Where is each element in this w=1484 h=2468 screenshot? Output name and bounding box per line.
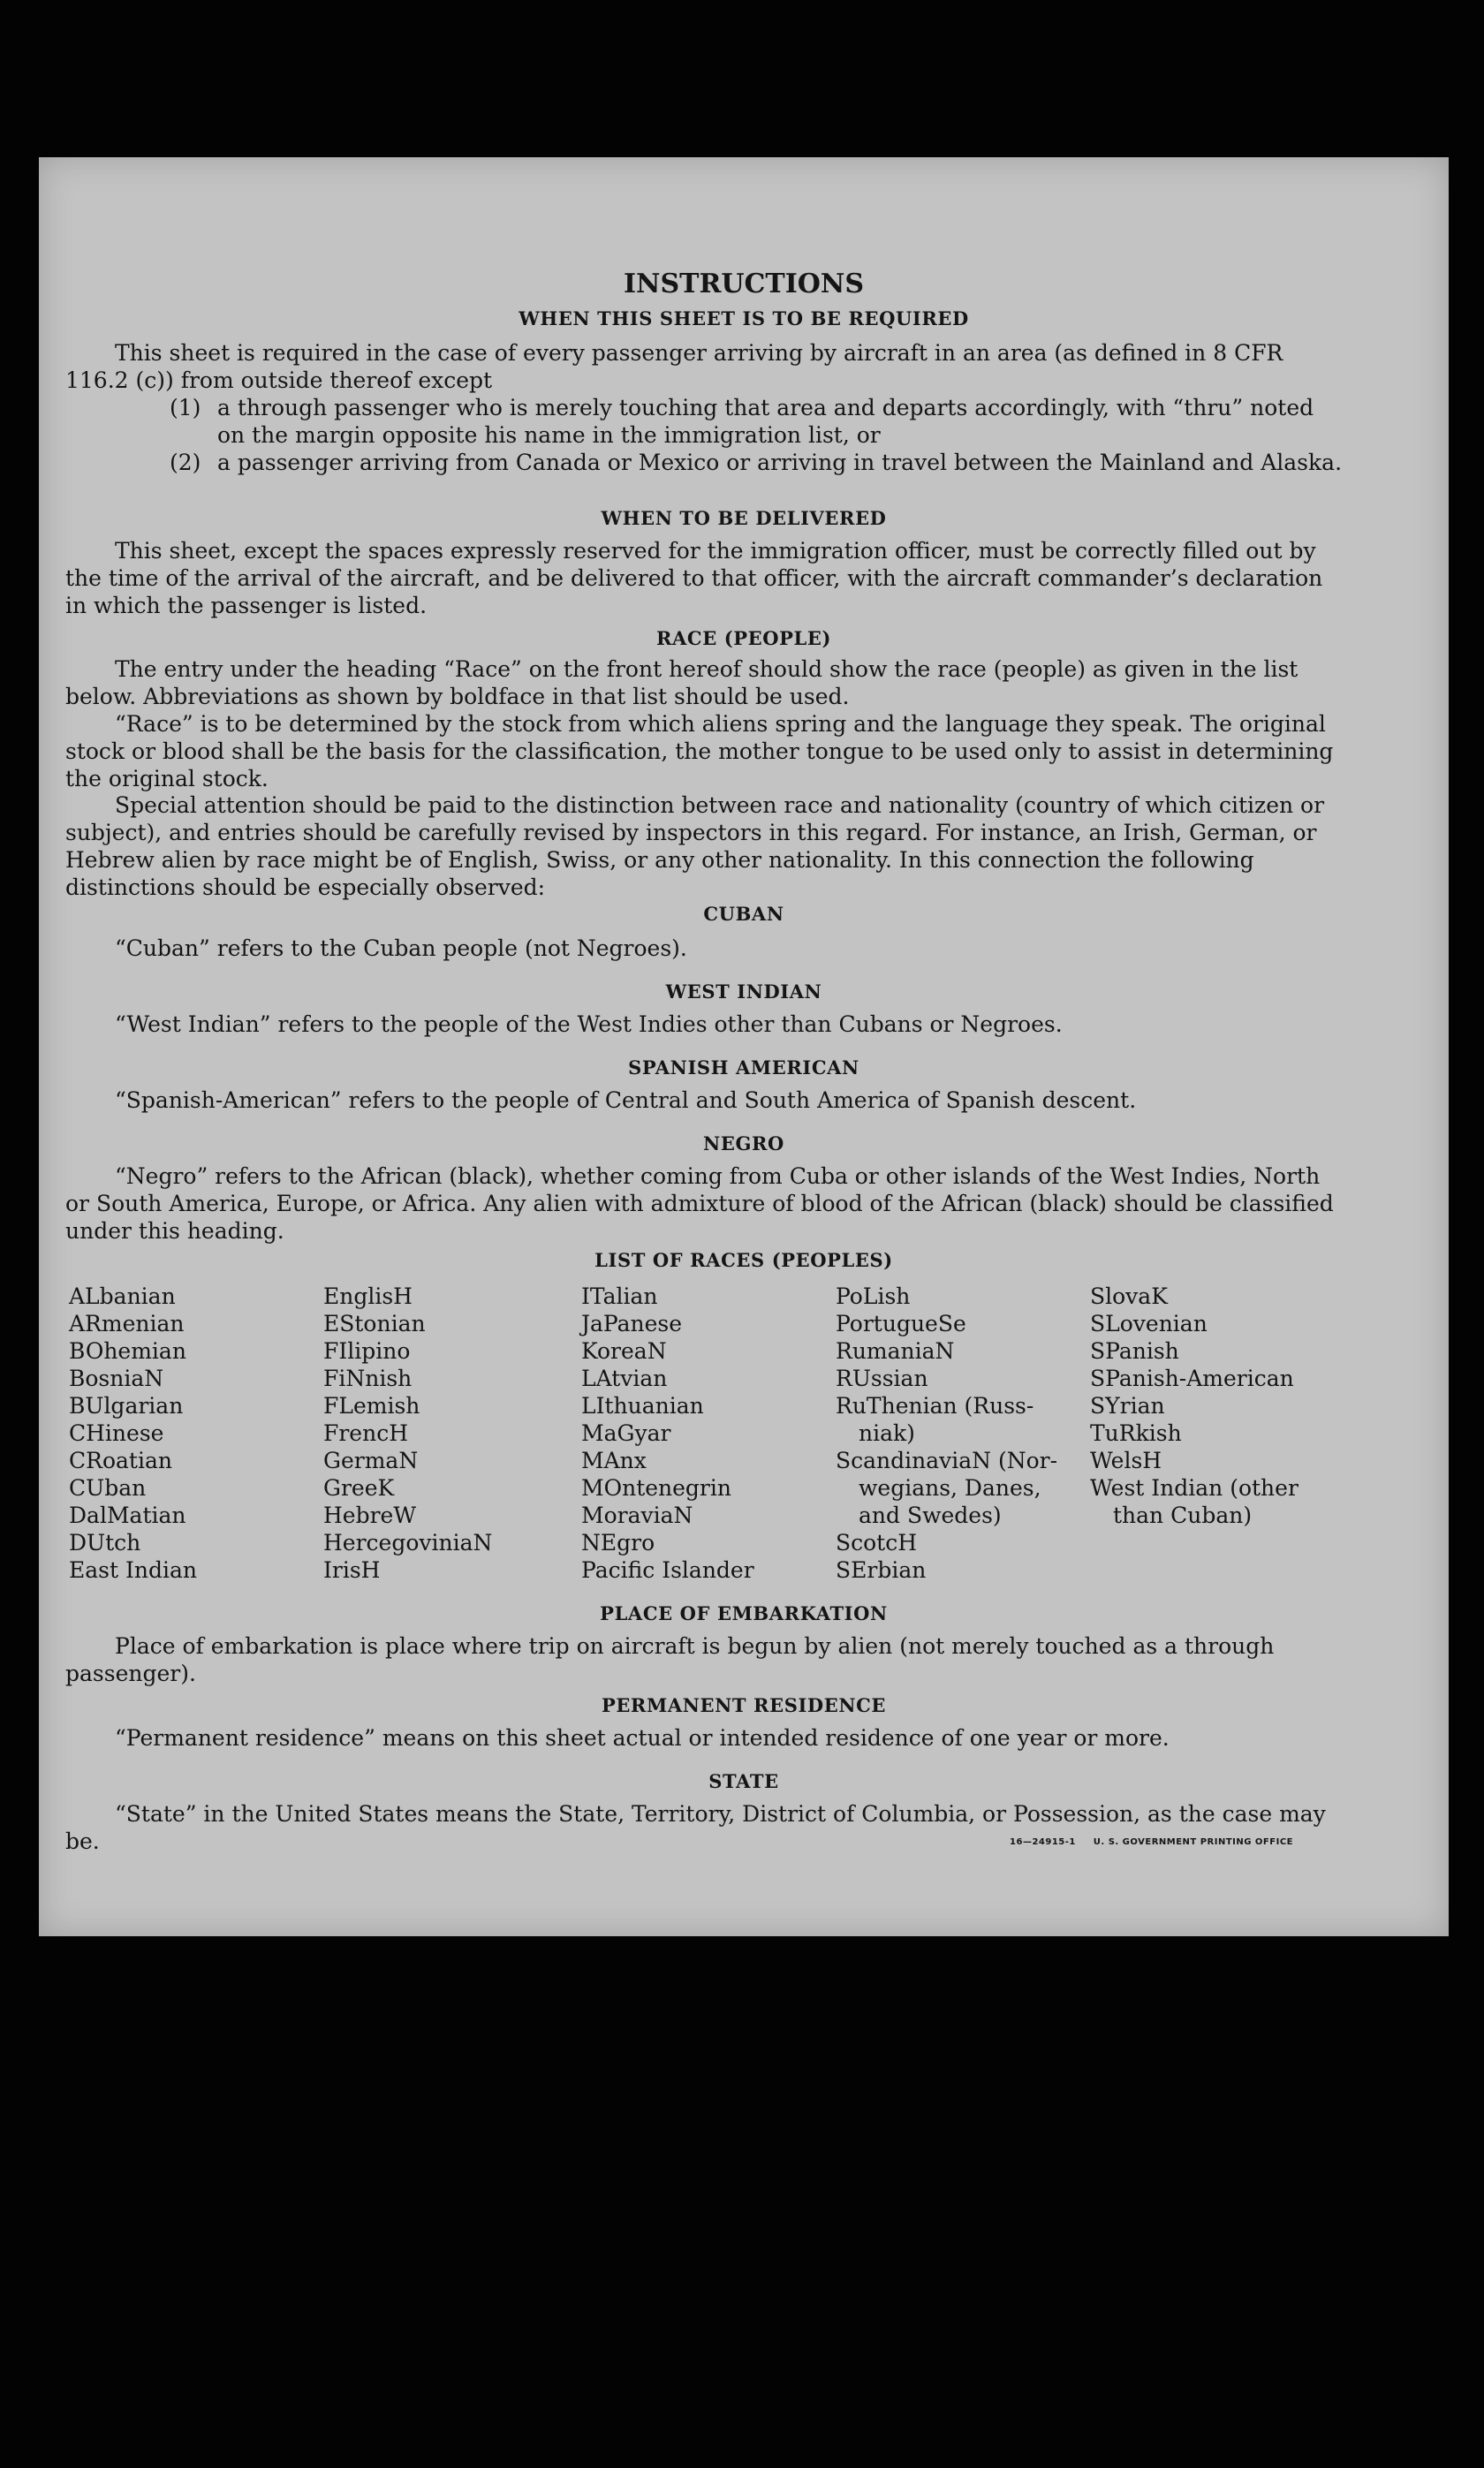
heading-cuban: CUBAN	[703, 903, 784, 925]
heading-race: RACE (PEOPLE)	[655, 627, 832, 649]
race-entry: HebreW	[323, 1503, 417, 1528]
race-entry: SlovaK	[1090, 1283, 1168, 1309]
race-entry: CHinese	[69, 1420, 164, 1446]
races-column-4	[836, 1283, 1057, 1584]
race-entry: Pacific Islander	[581, 1557, 754, 1583]
race-entry: EStonian	[323, 1311, 426, 1336]
race-entry: MAnx	[581, 1448, 647, 1473]
paragraph-delivered: This sheet, except the spaces expressly reserved for the immigration officer, must be correctly filled out by the time of the arrival of the aircraft, and be delivered to that officer, with the aircraft commander’s declaration in which the passenger is listed.	[65, 538, 1323, 618]
race-entry: FiNnish	[323, 1366, 413, 1391]
race-entry: TuRkish	[1090, 1420, 1182, 1446]
races-column-3	[581, 1283, 754, 1584]
race-entry-continued: than Cuban)	[1113, 1503, 1253, 1528]
heading-permanent-residence: PERMANENT RESIDENCE	[601, 1694, 887, 1716]
race-entry: SYrian	[1090, 1393, 1165, 1419]
race-entry: BUlgarian	[69, 1393, 184, 1419]
heading-state: STATE	[708, 1770, 779, 1792]
race-entry: ALbanian	[69, 1283, 176, 1309]
race-entry: KoreaN	[581, 1338, 667, 1364]
race-entry: WelsH	[1090, 1448, 1162, 1473]
race-entry: MoraviaN	[581, 1503, 693, 1528]
paragraph-west-indian: “West Indian” refers to the people of the West Indies other than Cubans or Negroes.	[115, 1011, 1063, 1037]
paragraph-spanish-american: “Spanish-American” refers to the people of Central and South America of Spanish descent.	[115, 1087, 1137, 1113]
race-entry: SErbian	[836, 1557, 927, 1583]
race-entry: JaPanese	[581, 1311, 683, 1336]
paragraph-negro: “Negro” refers to the African (black), whether coming from Cuba or other islands of the West Indies, North or South America, Europe, or Africa. Any alien with admixture of blood of the African (black) should be classified under this heading.	[65, 1163, 1334, 1244]
instruction-sheet	[39, 157, 1449, 1936]
race-entry: DUtch	[69, 1530, 141, 1556]
races-column-1	[69, 1283, 197, 1584]
races-column-5	[1090, 1283, 1298, 1529]
race-entry: FrencH	[323, 1420, 408, 1446]
list-item-2: a passenger arriving from Canada or Mexico or arriving in travel between the Mainland and Alaska.	[217, 450, 1343, 475]
race-entry: MOntenegrin	[581, 1475, 731, 1501]
race-entry: SLovenian	[1090, 1311, 1208, 1336]
race-entry: FIlipino	[323, 1338, 411, 1364]
race-entry: DalMatian	[69, 1503, 186, 1528]
race-entry-continued: wegians, Danes,	[859, 1475, 1041, 1501]
list-item-1: a through passenger who is merely touching that area and departs accordingly, with “thru” noted on the margin opposite his name in the immigration list, or	[217, 395, 1314, 448]
race-entry: ScotcH	[836, 1530, 918, 1556]
heading-spanish-american: SPANISH AMERICAN	[628, 1056, 859, 1079]
race-entry: PortugueSe	[836, 1311, 966, 1336]
race-entry: GreeK	[323, 1475, 395, 1501]
race-entry: PoLish	[836, 1283, 911, 1309]
heading-when-delivered: WHEN TO BE DELIVERED	[601, 507, 887, 529]
race-entry: ITalian	[581, 1283, 658, 1309]
race-entry: FLemish	[323, 1393, 420, 1419]
paragraph-race-2: “Race” is to be determined by the stock from which aliens spring and the language they speak. The original stock or blood shall be the basis for the classification, the mother tongue to be used only to assist in determining the original stock.	[65, 711, 1334, 791]
paragraph-race-3: Special attention should be paid to the distinction between race and nationality (country of which citizen or subject), and entries should be carefully revised by inspectors in this regard. For instance, an Irish, German, or Hebrew alien by race might be of English, Swiss, or any other nationality. In this connection the following distinctions should be especially observed:	[65, 792, 1325, 900]
paragraph-race-1: The entry under the heading “Race” on the front hereof should show the race (people) as given in the list below. Abbreviations as shown by boldface in that list should be used.	[65, 656, 1298, 709]
race-entry: RuThenian (Russ-	[836, 1393, 1034, 1419]
race-entry: West Indian (other	[1090, 1475, 1298, 1501]
race-entry: SPanish-American	[1090, 1366, 1294, 1391]
race-entry: BosniaN	[69, 1366, 164, 1391]
race-entry: LIthuanian	[581, 1393, 704, 1419]
race-entry: NEgro	[581, 1530, 655, 1556]
race-entry: East Indian	[69, 1557, 197, 1583]
race-entry: MaGyar	[581, 1420, 671, 1446]
form-number: 16—24915-1	[1010, 1837, 1076, 1847]
race-entry: CRoatian	[69, 1448, 172, 1473]
race-entry: CUban	[69, 1475, 147, 1501]
heading-place-of-embarkation: PLACE OF EMBARKATION	[600, 1602, 888, 1624]
race-entry: IrisH	[323, 1557, 381, 1583]
race-entry-continued: and Swedes)	[859, 1503, 1002, 1528]
heading-list-of-races: LIST OF RACES (PEOPLES)	[594, 1249, 893, 1271]
race-entry-continued: niak)	[859, 1420, 915, 1446]
paragraph-state: “State” in the United States means the State, Territory, District of Columbia, or Possession, as the case may be.	[65, 1801, 1326, 1854]
paragraph-embarkation: Place of embarkation is place where trip on aircraft is begun by alien (not merely touched as a through passenger).	[65, 1633, 1275, 1686]
race-entry: GermaN	[323, 1448, 419, 1473]
printer-name: U. S. GOVERNMENT PRINTING OFFICE	[1093, 1837, 1293, 1847]
race-entry: EnglisH	[323, 1283, 413, 1309]
races-column-2	[323, 1283, 492, 1584]
heading-negro: NEGRO	[703, 1132, 784, 1155]
race-entry: RUssian	[836, 1366, 928, 1391]
paragraph-required-intro: This sheet is required in the case of every passenger arriving by aircraft in an area (as defined in 8 CFR 116.2 (c)) from outside thereof except	[65, 340, 1283, 393]
paragraph-residence: “Permanent residence” means on this sheet actual or intended residence of one year or more.	[115, 1725, 1170, 1751]
race-entry: ARmenian	[69, 1311, 185, 1336]
race-entry: BOhemian	[69, 1338, 186, 1364]
race-entry: ScandinaviaN (Nor-	[836, 1448, 1058, 1473]
race-entry: RumaniaN	[836, 1338, 955, 1364]
heading-when-required: WHEN THIS SHEET IS TO BE REQUIRED	[519, 307, 969, 329]
heading-west-indian: WEST INDIAN	[665, 980, 822, 1003]
printer-footer	[1010, 1837, 1293, 1847]
list-item-number-1: (1)	[170, 395, 201, 420]
race-entry: SPanish	[1090, 1338, 1179, 1364]
race-entry: LAtvian	[581, 1366, 668, 1391]
race-entry: HercegoviniaN	[323, 1530, 493, 1556]
paragraph-cuban: “Cuban” refers to the Cuban people (not Negroes).	[115, 935, 687, 961]
page-title: INSTRUCTIONS	[624, 269, 864, 299]
list-item-number-2: (2)	[170, 450, 201, 475]
